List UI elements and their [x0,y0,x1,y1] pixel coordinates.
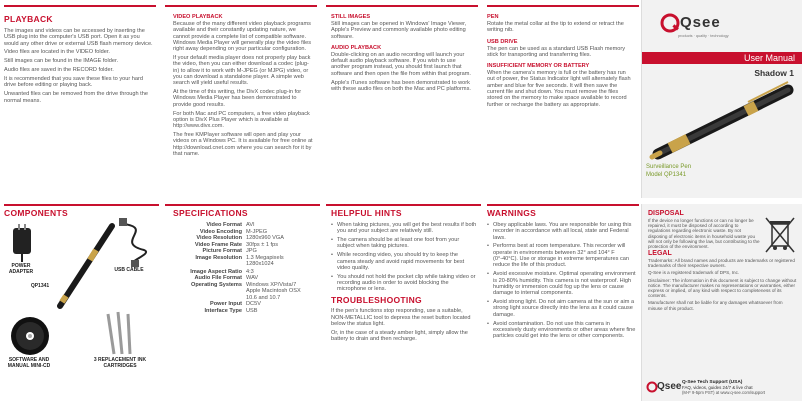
software-label: SOFTWARE AND MANUAL MINI-CD [7,357,51,369]
manual-bar [642,52,802,64]
video-para: Because of the many different video playback programs available and their constantly updating nature, we cannot provide a complete list of compatible software. Windows Media Player will generally play the video files right away depending on your particular configuration. [173,21,312,53]
legal-para: Q-See is a registered trademark of DPS, Inc. [648,270,740,276]
power-adapter-label: POWER ADAPTER [8,263,34,275]
still-images-title: STILL IMAGES [331,14,371,20]
spec-key: Image Resolution [195,254,242,261]
hint-item: • While recording video, you should try to keep the camera steady and avoid rapid movements for best video quality. [331,252,477,271]
playback-para: Unwanted files can be removed from the drive through the normal means. [4,91,148,104]
hint-item: • You should not hold the pocket clip while taking video or recording audio in order to avoid blocking the microphone or lens. [331,274,477,293]
components-title: COMPONENTS [4,208,68,218]
spec-value: 1280x960 VGA [246,235,284,241]
spec-value: USB [246,307,258,314]
insufficient-para: When the camera's memory is full or the battery has run out of power, the Status Indicator light will alternately flash amber and blue for five seconds. It will then save the current file and shut down. You must remove the files stored on the memory to make space available to record further or recharge the battery as appropriate. [487,70,631,108]
spec-key: Interface Type [204,307,242,314]
pen-image [648,72,798,162]
video-para: For both Mac and PC computers, a free video playback option is DivX Plus Player which is available at http://www.divx.com. [173,110,310,130]
ink-label: 3 REPLACEMENT INK CARTRIDGES [93,357,147,369]
spec-value: M-JPEG [246,228,268,235]
warning-item: • Performs best at room temperature. This recorder will operate in environments between 32° and 104° F (0°-40°C). Use or storage in extreme temperatures can reduce the life of this product. [487,243,637,268]
playback-para: It is recommended that you save these files to your hard drive before editing or playing back. [4,76,143,89]
tagline: products · quality · technology [678,34,729,38]
spec-value: JPG [246,248,257,254]
spec-value: AVI [246,222,255,228]
support-logo-text: Qsee [657,381,682,392]
legal-para: Trademarks: All brand names and products are trademarks or registered trademarks of their respective owners. [648,258,795,269]
logo-text: Qsee [680,14,721,31]
playback-title: PLAYBACK [4,14,53,24]
playback-para: The images and videos can be accessed by inserting the USB plug into the computer's USB port. Open it as you would any other drive or external USB flash memory device. [4,28,153,47]
spec-value: 1.3 Megapixels 1280x1024 [246,254,284,267]
playback-para: Still images can be found in the IMAGE folder. [4,58,119,65]
hint-item: • When taking pictures, you will get the best results if both you and your subject are relatively still. [331,222,477,235]
spec-key: Video Resolution [196,235,242,241]
spec-row [173,288,323,301]
spec-key: Operating Systems [191,281,242,288]
warnings-title: WARNINGS [487,208,537,218]
troubleshooting-para: Or, in the case of a steady amber light, simply allow the battery to drain and then recharge. [331,329,468,343]
mini-cd-image [10,316,50,356]
manual-label: User Manual [743,53,795,63]
video-playback-title: VIDEO PLAYBACK [173,14,223,20]
helpful-hints-section [331,208,477,345]
specifications-section [173,208,323,314]
pen-section [487,14,635,111]
disposal-title: DISPOSAL [648,210,684,217]
spec-key: Image Aspect Ratio [190,268,242,275]
helpful-hints-title: HELPFUL HINTS [331,208,402,218]
spec-row [173,308,323,315]
playback-para: Video files are located in the VIDEO folder. [4,49,110,56]
spec-key: Video Encoding [199,228,242,235]
pen-title: PEN [487,14,499,20]
warning-item: • Avoid strong light. Do not aim camera at the sun or aim a strong light source directly into the lens as it could cause damage. [487,299,637,318]
video-para: The free KMPlayer software will open and play your videos on a Windows PC. It is available for free online at http://download.cnet.com where you can search for it by that name. [173,132,313,158]
spec-value: 30fps ± 1 fps [246,241,278,248]
components-section [4,208,160,398]
warnings-section [487,208,637,342]
support-line2: (M-F 9-5pm PST) at www.q-see.com/support [682,390,766,395]
product-name: Surveillance Pen [646,164,692,170]
usb-drive-title: USB DRIVE [487,38,518,45]
spec-key: Audio File Format [194,275,242,281]
insufficient-title: INSUFFICIENT MEMORY OR BATTERY [487,63,590,70]
warning-item: • Avoid contamination. Do not use this camera in excessively dusty environments or other areas where fine particles could get into the lens or other components. [487,321,637,340]
spec-value: Apple Macintosh OSX 10.6 and 10.7 [246,288,301,301]
spec-row [173,255,323,268]
spec-value: Windows XP/Vista/7 [246,281,297,288]
spec-key: Video Frame Rate [194,241,242,248]
qsee-logo [660,12,730,34]
disposal-para: If the device no longer functions or can no longer be repaired, it must be disposed of according to regulations regarding electronic waste. By not disposing of electronic items in household waste you will not only be following the law, but contributing to the protection of the environment. [648,218,760,250]
usb-drive-para: The pen can be used as a standard USB Flash memory stick for transporting and transferring files. [487,45,626,58]
pen-model-label: QP1341 [30,283,50,289]
support-logo [646,380,680,396]
spec-value: WAV [246,275,259,281]
troubleshooting-title: TROUBLESHOOTING [331,295,422,306]
legal-title: LEGAL [648,250,672,257]
power-adapter-image [10,224,34,262]
support-line1: FAQ, videos, guides 24/7 & live chat [682,385,753,390]
support-title: Q-See Tech Support (USA) [682,380,743,385]
playback-para: Audio files are saved in the RECORD folder. [4,67,114,74]
still-images-para: Still images can be opened in Windows' Image Viewer, Apple's Preview and commonly available photo editing software. [331,21,467,40]
legal-para: Manufacturer shall not be liable for any damages whatsoever from misuse of this product. [648,300,783,311]
legal-para: Disclaimer: The information in this document is subject to change without notice. The manufacturer makes no representations or warranties, either express or implied, of any kind with respect to completeness of its contents. [648,277,797,299]
warning-item: • Avoid excessive moisture. Optimal operating environment is 20-80% humidity. This camera is not waterproof. High humidity or immersion could fog up the lens or cause damage to internal components. [487,271,637,296]
component-pen-image [52,220,122,310]
product-model: Model QP1341 [646,172,687,178]
spec-key: Video Format [206,222,242,228]
spec-key: Power Input [209,301,242,307]
playback-section [4,14,154,107]
audio-playback-title: AUDIO PLAYBACK [331,44,382,51]
video-para: If your default media player does not properly play back the video, then you can either download a codec (plug-in) to allow it to work with M-JPEG (or MJPG) video, or you can download a standalone player. A simple web search will yield useful results. [173,55,311,87]
legal-panel [641,204,802,401]
weee-bin-icon [764,214,796,254]
hint-item: • The camera should be at least one foot from your subject when taking pictures. [331,237,477,250]
video-para: At the time of this writing, the DivX codec plug-in for Windows Media Player has been demonstrated to provide good results. [173,89,302,108]
specifications-title: SPECIFICATIONS [173,208,248,218]
ink-cartridges-image [100,308,140,358]
spec-key [173,288,246,301]
still-audio-section [331,14,473,95]
spec-key: Picture Format [202,248,242,254]
cover-panel [641,0,802,198]
usb-cable-label: USB CABLE [114,267,144,273]
audio-para: Apple's iTunes software has been demonstrated to work with these audio files on both the Mac and PC platforms. [331,79,471,92]
video-playback-section [173,14,313,160]
pen-para: Rotate the metal collar at the tip to extend or retract the writing nib. [487,21,624,34]
troubleshooting-para: If the pen's functions stop responding, use a suitable, NON-METALLIC tool to depress the reset button located below the status light. [331,308,471,327]
spec-value: 4:3 [246,268,254,275]
spec-value: DC5V [246,301,261,307]
audio-para: Double-clicking on an audio recording will launch your default audio playback software. If you wish to use another program instead, you should first launch that software and then open the file from within that program. [331,51,471,77]
warning-item: • Obey applicable laws. You are responsible for using this recorder in accordance with all local, state and Federal laws. [487,222,637,241]
model-name: Shadow 1 [754,68,794,78]
